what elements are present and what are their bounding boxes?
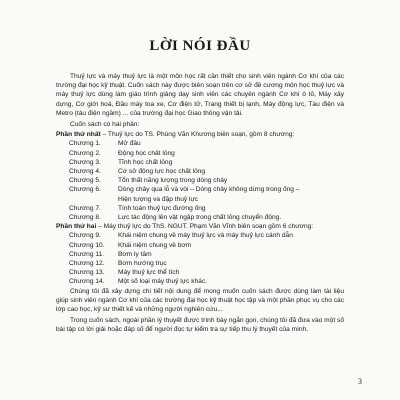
- intro-paragraph: Thuỷ lực và máy thuỷ lực là một môn học rất cần thiết cho sinh viên ngành Cơ khí của các trường đại học kỹ thuật. Cuốn sách này được biên soạn trên cơ sở đề cương môn học thuỷ lực và máy thuỷ lực dùng làm giáo trình giảng dạy sinh viên các chuyên ngành Cơ khí ô tô, Máy xây dựng, Cơ giới hoá, Đầu máy toa xe, Cơ điện tử, Trang thiết bị lạnh, Máy động lực, Tàu điện và Metro (tàu điện ngầm) ... của trường đại học Giao thông vận tải.: [56, 73, 344, 117]
- chapter-number: Chương 3.: [69, 158, 101, 166]
- chapter-row: [56, 176, 344, 185]
- closing-paragraph: Chúng tôi đã xây dựng chi tiết nội dung để mong muốn cuốn sách được dùng làm tài liệu giúp sinh viên ngành Cơ khí của các trường đại học kỹ thuật học tập và một phần phục vụ cho các lớp cao học, kỹ sư thiết kế và những người nghiên cứu...: [56, 287, 344, 314]
- chapter-row: [56, 231, 344, 240]
- chapter-number: Chương 12.: [69, 260, 105, 268]
- chapter-number: Chương 8.: [69, 214, 101, 222]
- chapter-title: Lực tác động lên vật ngập trong chất lỏng chuyển động.: [118, 214, 282, 222]
- part-one-text: – Thuỷ lực do TS. Phùng Văn Khương biên soạn, gồm 8 chương:: [100, 131, 295, 139]
- chapter-row: [56, 149, 344, 158]
- chapter-title: Khái niệm chung về bơm: [118, 241, 192, 249]
- chapter-row: [56, 268, 344, 277]
- part-two-heading: [56, 222, 344, 231]
- part-one-label: Phần thứ nhất: [56, 131, 101, 139]
- closing-paragraph: Trong cuốn sách, ngoài phần lý thuyết được trình bày ngắn gọn, chúng tôi đã đưa vào một số bài tập có lời giải hoặc đáp số để người đọc tự kiểm tra sự tiếp thu lý thuyết của mình.: [56, 316, 344, 333]
- chapter-row: [56, 250, 344, 259]
- chapter-title: Dòng chảy qua lỗ và vòi – Dòng chảy không dừng trong ống –: [118, 186, 300, 194]
- chapter-row: [56, 241, 344, 250]
- chapter-title: Một số loại máy thuỷ lực khác.: [118, 278, 208, 286]
- chapter-row: [56, 185, 344, 194]
- part-two-text: – Máy thuỷ lực do ThS. NGUT. Phạm Văn Vĩnh biên soạn gồm 6 chương:: [96, 223, 314, 231]
- document-body: [56, 72, 344, 336]
- page-title: LỜI NÓI ĐẦU: [149, 38, 251, 54]
- chapter-row: [56, 139, 344, 148]
- part-one-heading: [56, 130, 344, 139]
- chapter-row: [56, 213, 344, 222]
- chapter-row: [56, 259, 344, 268]
- chapter-title: Động học chất lỏng: [118, 149, 175, 157]
- chapter-number: Chương 2.: [69, 149, 101, 157]
- chapter-title: Tính toán thuỷ lực đường ống: [118, 204, 206, 212]
- chapter-title: Bơm hướng trục: [118, 260, 167, 268]
- chapter-title: Khái niệm chung về máy thuỷ lực và máy thuỷ lực cánh dẫn: [118, 232, 293, 240]
- part-two-label: Phần thứ hai: [56, 223, 97, 231]
- chapter-number: Chương 1.: [69, 140, 101, 148]
- structure-line: Cuốn sách có hai phần:: [70, 120, 140, 128]
- page-number: 3: [358, 377, 362, 386]
- chapter-number: Chương 6.: [69, 186, 101, 194]
- chapter-number: Chương 7.: [69, 204, 101, 212]
- chapter-title: Cơ sở động lực học chất lỏng: [118, 168, 206, 176]
- chapter-number: Chương 11.: [69, 250, 105, 258]
- chapter-title: Tổn thất năng lượng trong dòng chảy: [118, 177, 228, 185]
- chapter-row: [56, 158, 344, 167]
- chapter-number: Chương 9.: [69, 232, 101, 240]
- chapter-number: Chương 14.: [69, 278, 105, 286]
- chapter-title: Bơm ly tâm: [118, 250, 152, 258]
- chapter-number: Chương 5.: [69, 177, 101, 185]
- chapter-title-continuation: Hiện tượng va đập thuỷ lực: [118, 195, 199, 203]
- chapter-number: Chương 13.: [69, 269, 105, 277]
- chapter-row: [56, 204, 344, 213]
- chapter-title: Máy thuỷ lực thể tích: [118, 269, 180, 277]
- chapter-title: Tĩnh học chất lỏng: [118, 158, 173, 166]
- chapter-row: [56, 167, 344, 176]
- chapter-number: Chương 4.: [69, 168, 101, 176]
- chapter-row: [56, 277, 344, 286]
- chapter-title: Mở đầu: [118, 140, 141, 148]
- chapter-number: Chương 10.: [69, 241, 105, 249]
